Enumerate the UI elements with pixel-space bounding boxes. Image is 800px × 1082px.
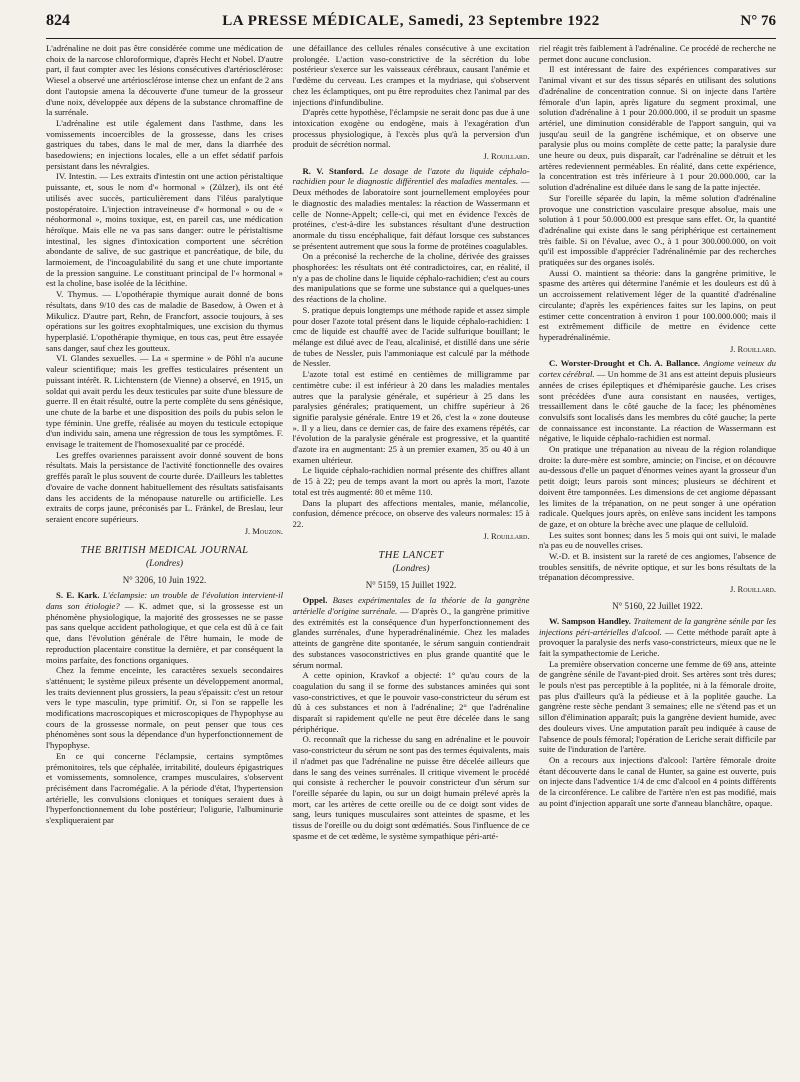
article-text: — D'après O., la gangrène primitive des extrémités est la conséquence d'un hyperfonctionnement des glandes surrénales, d'une hyperadrénalinémie. Chez les malades atteints de gangrène dite spontanée, le sérum sanguin contiendrait des substances vasoconstrictives en plus grande quantité que le sérum normal. xyxy=(292,606,530,670)
article-title: Angiome veineux du cortex cérébral. xyxy=(539,358,776,380)
paragraph: D'après cette hypothèse, l'éclampsie ne serait donc pas due à une intoxication exogène ou endogène, mais à l'exagération d'un processus physiologique, à l'excès plus qu'à la perversion d'un produit de sécrétion normal. xyxy=(292,107,530,150)
journal-heading: THE LANCET xyxy=(378,550,444,562)
paragraph: La première observation concerne une femme de 69 ans, atteinte de gangrène sénile de l'avant-pied droit. Ses artères sont très dures; le pouls n'est pas perceptible à la poplitée, ni à la fémorale droite, pas plus d'ailleurs qu'à la pédieuse et à la poplitée gauche. La gangrène reste sèche pendant 3 semaines; elle ne s'étend pas et un sillon d'élimination apparaît; puis la gangrène devient humide, avec des douleurs vives. Une amputation paraît peu indiquée à cause de l'absence de pouls fémoral; l'opération de Leriche serait difficile par suite de l'induration de l'artère. xyxy=(539,658,776,755)
article-paragraph xyxy=(539,358,776,444)
paragraph: Aussi O. maintient sa théorie: dans la gangrène primitive, le spasme des artères qui détermine l'anémie et les douleurs est dû à un accroissement relativement léger de la quantité d'adrénaline circulante; d'après les expériences faites sur les lapins, on peut estimer cette concentration à environ 1 pour 100.000.000; mais il est extrêmement difficile de mettre en évidence cette hyperadrénalinémie. xyxy=(539,267,776,342)
paragraph: L'adrénaline ne doit pas être considérée comme une médication de choix de la narcose chloroformique, d'après Hecht et Nobel. D'autre part, il faut compter avec les lésions consécutives d'artériosclérose: Wiesel a observé une artériosclérose intense chez un enfant de 2 ans dont l'autopsie amena la découverte d'une tumeur de la grosseur d'une noix, développée aux dépens de la substance chromaffine de la surrénale. xyxy=(46,43,283,118)
paragraph: V. Thymus. — L'opothérapie thymique aurait donné de bons résultats, dans 9/10 des cas de maladie de Basedow, à Owen et à Mikulicz. D'autre part, Rehn, de Francfort, associe toujours, à ses opérations sur les goitres exophtalmiques, une excision du thymus hyperplasié. L'opothérapie thymique, en tous cas, peut être essayée sans danger, sauf chez les goutteux. xyxy=(46,289,283,353)
column-1 xyxy=(46,43,283,1079)
paragraph: On pratique une trépanation au niveau de la région rolandique droite: la dure-mère est sombre, amincie; on l'incise, et on découvre au-dessous d'elle un paquet d'énormes veines ayant la grosseur d'un petit doigt; leurs parois sont minces; plusieurs se déchirent et doivent être tamponnées. Les dimensions de cet angiome dépassant les limites de la trépanation, on ne peut songer à une opération radicale. Quelques jours après, on enlève sans incident les tampons de gaze, et on obture la brèche avec une plaque de celluloïd. xyxy=(539,444,776,529)
publication-title: LA PRESSE MÉDICALE, Samedi, 23 Septembre 1922 xyxy=(222,13,600,29)
page-header xyxy=(46,12,776,34)
paragraph: Il est intéressant de faire des expériences comparatives sur l'animal vivant et sur des tissus séparés en utilisant des solutions d'adrénaline de concentration connue. Si on injecte dans l'artère fémorale d'un lapin, après ligature du segment proximal, une solution d'adrénaline à 1 pour 20.000.000, il se produit un spasme artériel, une diminution considérable de l'apport sanguin, qui va jusqu'au seuil de la gangrène ischémique, et on observe une paralysie plus ou moins complète de cette patte; la paralysie dure une heure ou deux, puis disparaît, car l'adrénaline se détruit et les artères redeviennent perméables. En réalité, dans cette expérience, la concentration est très inférieure à 1 pour 20.000.000, car la solution d'adrénaline est diluée dans le sang de la patte injectée. xyxy=(539,64,776,193)
header-rule xyxy=(46,38,776,39)
paragraph: W.-D. et B. insistent sur la rareté de ces angiomes, l'absence de troubles sensitifs, de névrite optique, et sur les bons résultats de la trépanation décompressive. xyxy=(539,551,776,583)
article-text: — Un homme de 31 ans est atteint depuis plusieurs années de crises épileptiques et d'hémiparésie gauche. Les crises sont précédées d'une aura consistant en nausées, vertiges, tressaillement dans le côté gauche de la face; les phénomènes convulsifs sont localisés dans les membres du côté gauche; la perte de connaissance est inconstante. La réaction de Wassermann est négative, le liquide céphalo-rachidien est normal. xyxy=(539,369,776,444)
columns xyxy=(46,43,776,1079)
paragraph: O. reconnaît que la richesse du sang en adrénaline et le pouvoir vaso-constricteur du sérum ne sont pas des termes équivalents, mais il n'admet pas que l'adrénaline ne puisse être décelée ailleurs que dans le sang des veines surrénales. Il critique vivement le procédé qui consiste à rechercher le pouvoir constricteur d'un sérum sur l'oreille séparée du lapin, ou sur un doigt humain prélevé après la mort, car les artères de cette oreille ou de ce doigt sont vides de sang, leurs tuniques musculaires sont atteintes de spasme, et les tissus de l'oreille ou du doigt sont œdématiés. Sous l'influence de ce spasme et de cet œdème, le système sympathique péri-arté- xyxy=(292,734,530,841)
paragraph: On a préconisé la recherche de la choline, dérivée des graisses phosphorées: les résultats ont été contradictoires, car, en réalité, il n'y a pas de choline dans le liquide céphalo-rachidien; c'est au cours des manipulations que se forme une substance qui a quelques-unes des réactions de la choline. xyxy=(292,251,530,305)
article-title: Bases expérimentales de la théorie de la gangrène artérielle d'origine surrénale. xyxy=(292,595,530,617)
article-text: — Cette méthode paraît apte à provoquer la paralysie des nerfs vaso-constricteurs, mieux que ne le fait la sympathectomie de Leriche. xyxy=(539,626,776,658)
journal-issue: N° 3206, 10 Juin 1922. xyxy=(122,575,207,586)
paragraph: Sur l'oreille séparée du lapin, la même solution d'adrénaline provoque une constriction vasculaire presque absolue, mais une solution à 1 pour 50.000.000 est presque sans effet. Or, la quantité d'adrénaline qui existe dans le sang périphérique est certainement très faible. Si on l'évalue, avec O., à 1 pour 300.000.000, on voit qu'il est impossible d'apprécier l'adrénalinémie par des recherches pratiquées sur des organes isolés. xyxy=(539,192,776,268)
paragraph: IV. Intestin. — Les extraits d'intestin ont une action péristaltique puissante, et, sous le nom d'« hormonal » (Zülzer), ils ont été utilisés avec succès, particulièrement dans l'iléus paralytique postopératoire. L'injection intraveineuse d'« hormonal » ou de « néohormonal », moins toxique, est, en pareil cas, une médication héroïque. Mais elle ne va pas sans danger: outre le péristaltisme intestinal, les signes d'intoxication comportent une sécrétion abondante de salive, de suc gastrique et pancréatique, de bile, du larmoiement, de l'incoagulabilité du sang et une chute importante de la pression sanguine. Le constituant principal de l'« hormonal » est la choline, base isolée de la lécithine. xyxy=(46,171,283,289)
paragraph: VI. Glandes sexuelles. — La « spermine » de Pöhl n'a aucune valeur scientifique; mais les greffes testiculaires présentent un puissant intérêt. R. Lichtenstern (de Vienne) a observé, en 1915, un soldat qui avait perdu les deux testicules par suite d'une blessure de guerre. Il en était résulté, outre la perte complète du sens génésique, une chute de la barbe et une disposition des poils du pubis selon le type féminin. Une greffe, réalisée au moyen du testicule ectopique d'un individu sain, amena une régression de tous les symptômes. F. envisage le traitement de l'homosexualité par ce procédé. xyxy=(46,353,283,450)
paragraph: A cette opinion, Kravkof a objecté: 1° qu'au cours de la coagulation du sang il se forme des substances aminées qui sont vaso-constrictives, et que le pouvoir vaso-constricteur du sérum est dû à ces substances et non à l'adrénaline; 2° que l'adrénaline disparaît si rapidement qu'elle ne peut être décelée dans le sang périphérique. xyxy=(292,670,530,734)
article-paragraph xyxy=(293,595,530,670)
paragraph: On a recours aux injections d'alcool: l'artère fémorale droite étant découverte dans le canal de Hunter, sa gaine est ouverte, puis on injecte dans l'adventice 1/4 de cmc d'alcool en 4 points différents de la circonférence. Le calibre de l'artère n'en est pas modifié, mais au point d'injection apparaît une sorte d'anneau blanchâtre, opaque. xyxy=(539,755,776,808)
paragraph: S. pratique depuis longtemps une méthode rapide et assez simple pour doser l'azote total présent dans le liquide céphalo-rachidien: 1 cmc de liquide est chauffé avec de l'acide sulfurique bouillant; le mélange est dilué avec de l'eau, alcalinisé, et distillé dans une série de tubes de Nessler, puis l'ammoniaque est calculé par la méthode de Nessler. xyxy=(292,304,530,369)
paragraph: riel réagit très faiblement à l'adrénaline. Ce procédé de recherche ne permet donc aucune conclusion. xyxy=(539,43,776,64)
journal-heading: THE BRITISH MEDICAL JOURNAL xyxy=(80,545,249,557)
paragraph: Le liquide céphalo-rachidien normal présente des chiffres allant de 15 à 22; peu de temps avant la mort ou après la mort, l'azote total est très augmenté: 80 et même 110. xyxy=(292,465,530,497)
paragraph: Chez la femme enceinte, les caractères sexuels secondaires s'atténuent; le système pileux présente un développement anormal, les traits deviennent plus grossiers, la peau s'épaissit: c'est un retour vers le type masculin, type primitif. Or, si l'on se rappelle les modifications macroscopiques et microscopiques de l'hypophyse au cours de la grossesse normale, on peut penser que tous ces phénomènes sont sous la dépendance d'un hyperfonctionnement de l'hypophyse. xyxy=(46,665,283,751)
article-title: Traitement de la gangrène sénile par les injections péri-artérielles d'alcool. xyxy=(539,615,776,637)
signature: J. Rouillard. xyxy=(483,151,530,162)
article-title: L'éclampsie: un trouble de l'évolution intervient-il dans son étiologie? xyxy=(46,590,283,612)
column-3 xyxy=(539,43,776,1079)
article-title: Le dosage de l'azote du liquide céphalo-rachidien pour le diagnostic différentiel des maladies mentales. xyxy=(292,165,530,187)
journal-city: (Londres) xyxy=(392,564,430,575)
column-2 xyxy=(293,43,530,1079)
article-author: R. V. Stanford. xyxy=(302,165,365,176)
issue-number: N° 76 xyxy=(740,13,776,29)
signature: J. Rouillard. xyxy=(729,343,776,354)
article-author: Oppel. xyxy=(302,595,328,606)
article-text: — Deux méthodes de laboratoire sont journellement employées pour le diagnostic des maladies mentales: la réaction de Wassermann et celle de Nonne-Appelt; celle-ci, qui met en évidence l'excès de protéines, c'est-à-dire les substances résultant d'une destruction anormale du tissu encéphalique, fait défaut lorsque ces substances se présentent autrement que sous la forme de protéines coagulables. xyxy=(292,176,530,251)
paragraph: En ce qui concerne l'éclampsie, certains symptômes prémonitoires, tels que céphalée, irritabilité, douleurs épigastriques et vomissements, somnolence, crampes musculaires, s'observent précisément dans l'acromégalie. A la période d'état, l'hypertension artérielle, les convulsions cloniques et toniques seraient dues à l'hyperfonctionnement du lobe postérieur; l'oligurie, l'albuminurie s'expliqueraient par xyxy=(46,750,283,826)
article-paragraph xyxy=(539,616,776,659)
paragraph: L'azote total est estimé en centièmes de milligramme par centimètre cube: il est inférieur à 20 dans les maladies mentales autres que la paralysie générale, et supérieur à 25 dans les paralysies générales; pratiquement, un chiffre supérieur à 26 signifie paralysie générale. Entre 19 et 26, c'est la « zone douteuse ». Il y a lieu, dans ce dernier cas, de faire des examens répétés, car l'évolution de la paralysie générale est progressive, et la quantité d'azote ira en augmentant: 25 à un premier examen, 35 ou 40 à un examen ultérieur. xyxy=(292,369,530,465)
article-text: — K. admet que, si la grossesse est un phénomène physiologique, la majorité des grossesses ne se passe pas sans quelque accident pathologique, et que cela est dû à ce fait que, dans l'évolution générale de l'être humain, le mode de reproduction placentaire constitue la dernière, et par conséquent la moins parfaite, des fonctions organiques. xyxy=(46,601,283,665)
paragraph: L'adrénaline est utile également dans l'asthme, dans les vomissements incoercibles de la grossesse, dans les crises gastriques du tabes, dans le mal de mer, dans la diarrhée des basedowiens; en injections locales, elle a un effet sédatif parfois persistant dans les névralgies. xyxy=(46,117,283,171)
journal-city: (Londres) xyxy=(145,559,184,570)
signature: J. Mouzon. xyxy=(244,525,283,536)
journal-issue: N° 5160, 22 Juillet 1922. xyxy=(612,600,703,611)
article-author: S. E. Kark. xyxy=(56,590,100,601)
paragraph: Dans la plupart des affections mentales, manie, mélancolie, confusion, démence précoce, on observe des valeurs normales: 15 à 22. xyxy=(292,497,530,529)
article-paragraph xyxy=(46,590,283,665)
journal-issue: N° 5159, 15 Juillet 1922. xyxy=(365,580,457,591)
paragraph: une défaillance des cellules rénales consécutive à une excitation prolongée. L'action vaso-constrictive de la sécrétion du lobe postérieur s'exerce sur les vaisseaux cérébraux, causant l'anémie et l'œdème du cerveau. Les crampes et la mydriase, qui s'observent chez les éclamptiques, ont pu être reproduites chez l'animal par des injections d'infundibuline. xyxy=(292,43,530,107)
article-paragraph xyxy=(293,166,530,252)
paragraph: Les suites sont bonnes; dans les 5 mois qui ont suivi, le malade n'a pas eu de nouvelles crises. xyxy=(539,529,776,551)
article-author: C. Worster-Drought et Ch. A. Ballance. xyxy=(549,358,700,369)
signature: J. Rouillard. xyxy=(729,584,776,595)
article-author: W. Sampson Handley. xyxy=(549,615,631,626)
paragraph: Les greffes ovariennes paraissent avoir donné souvent de bons résultats. Mais la persistance de l'activité fonctionnelle des ovaires greffés paraît le plus souvent de courte durée. D'ailleurs les tablettes d'ovaire de vache donnent habituellement des résultats satisfaisants dans les accidents de la ménopause naturelle ou artificielle. Les extraits de corps jaune, préconisés par L. Fränkel, de Breslau, leur seraient encore supérieurs. xyxy=(46,449,283,524)
page-number: 824 xyxy=(46,12,70,29)
signature: J. Rouillard. xyxy=(483,530,530,541)
